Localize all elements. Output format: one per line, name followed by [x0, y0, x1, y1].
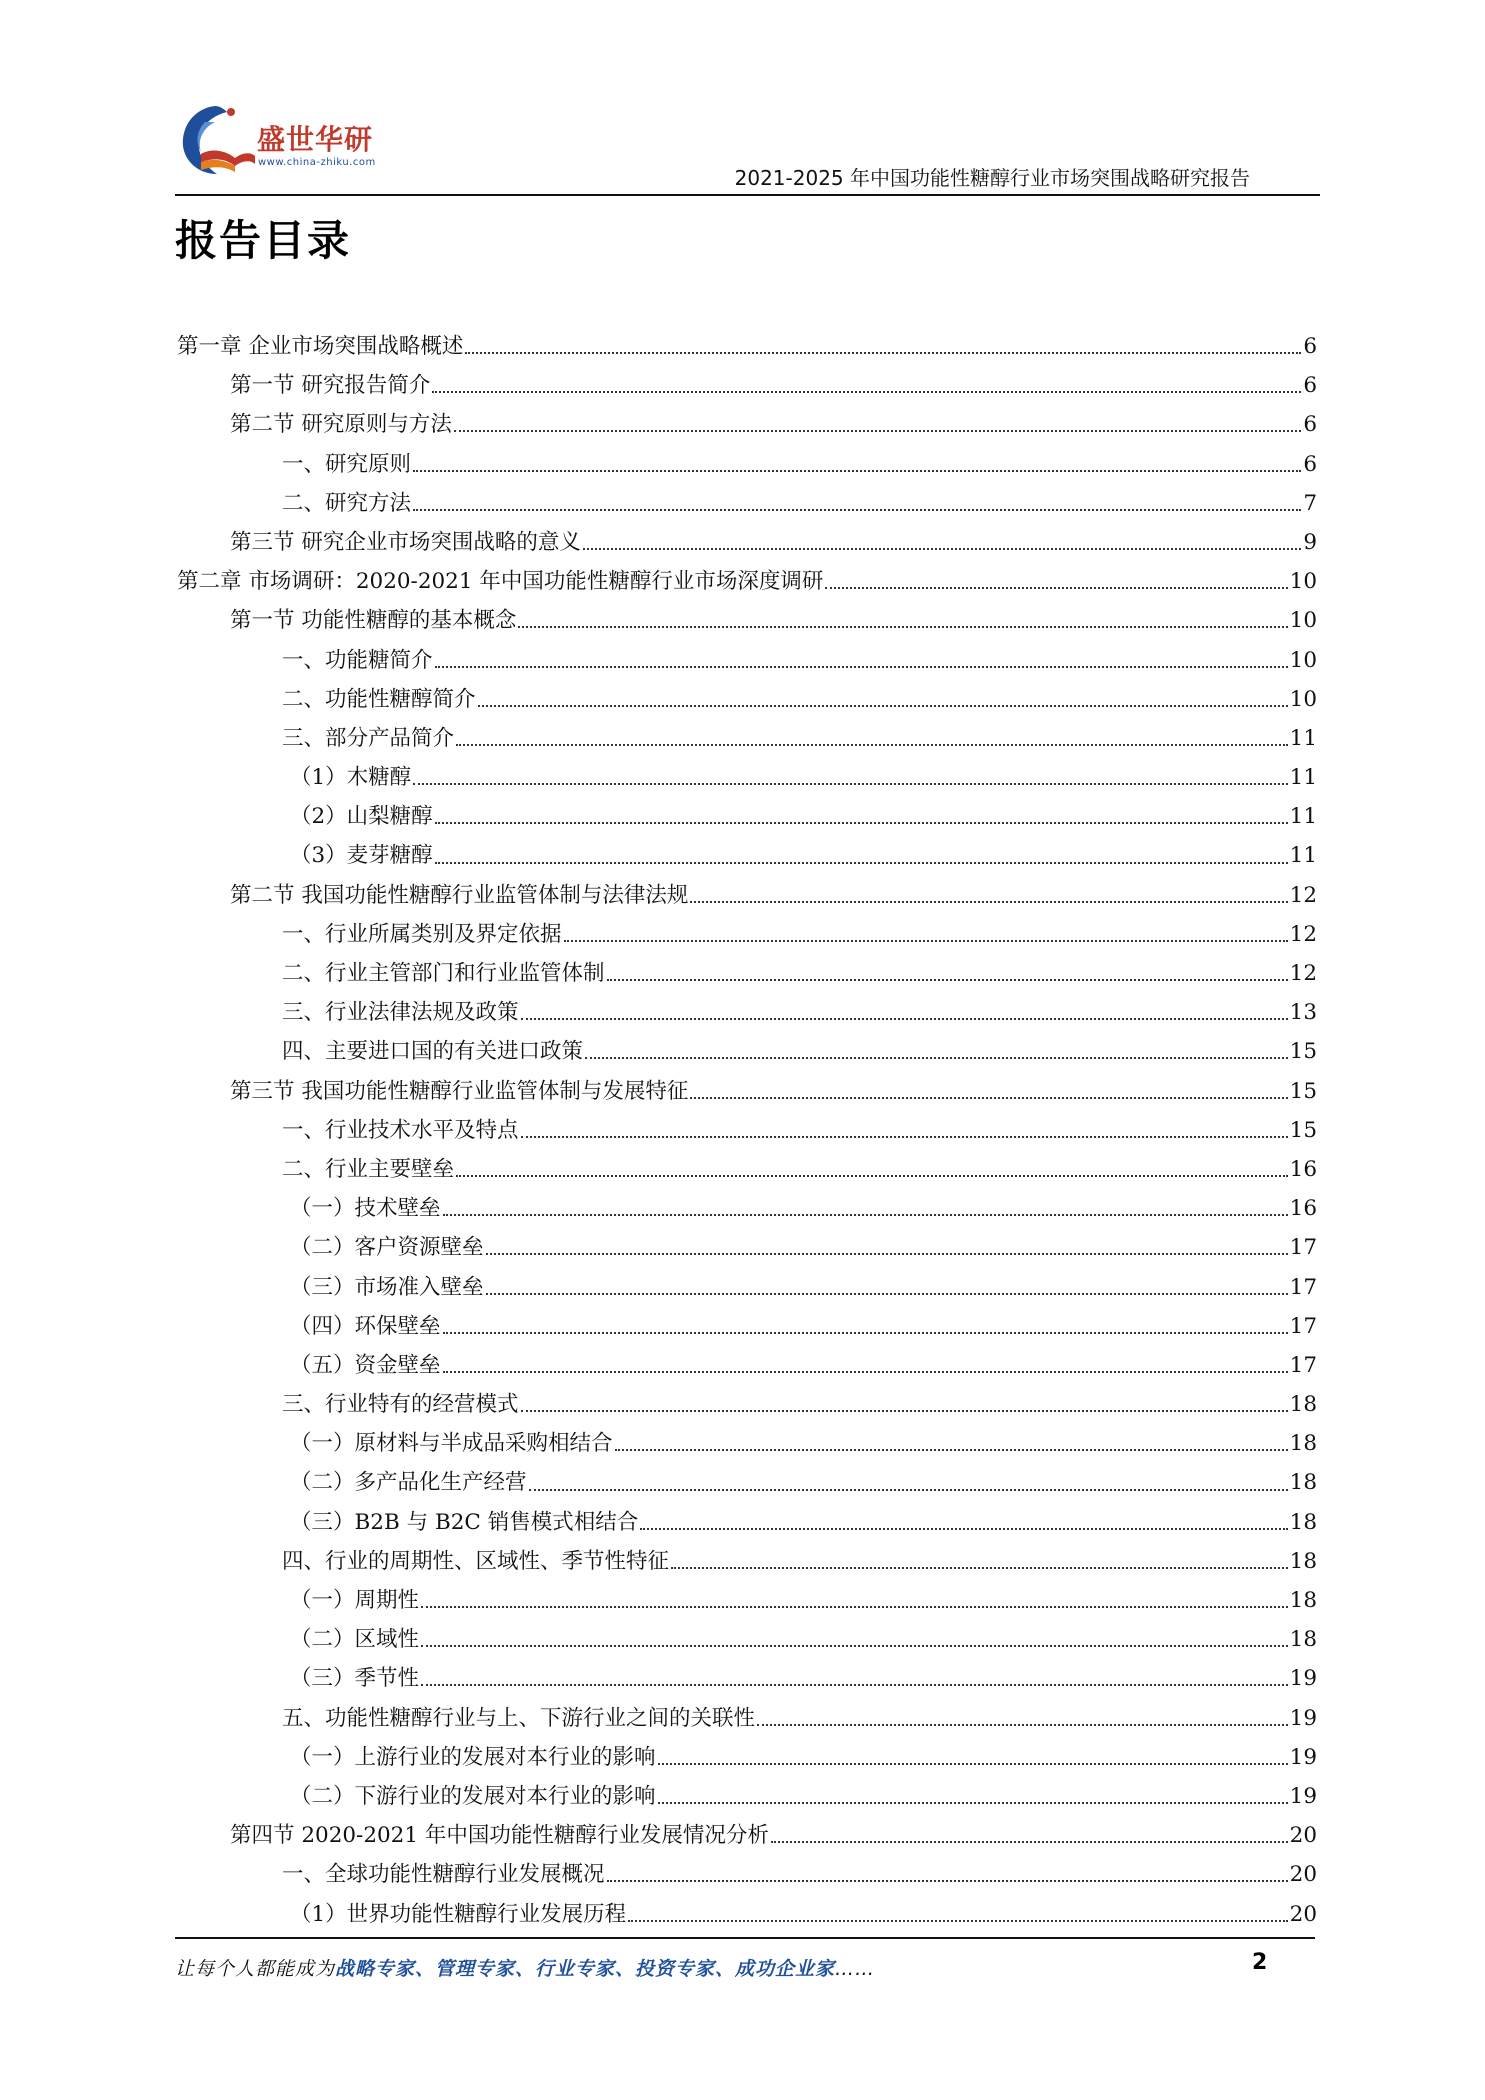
toc-entry-label: 一、研究原则 [282, 451, 412, 477]
toc-dot-leader [486, 1252, 1288, 1255]
page-header [175, 100, 1320, 196]
toc-entry-label: 第一章 企业市场突围战略概述 [177, 334, 464, 359]
toc-entry[interactable] [177, 719, 1317, 758]
toc-dot-leader [421, 1644, 1288, 1647]
header-divider [175, 194, 1320, 196]
toc-entry-label: （二）多产品化生产经营 [290, 1470, 527, 1496]
toc-entry-label: 三、部分产品简介 [282, 725, 455, 751]
toc-dot-leader [486, 1292, 1288, 1295]
toc-entry-page: 15 [1289, 1039, 1317, 1065]
toc-entry-label: 二、行业主管部门和行业监管体制 [282, 961, 605, 986]
toc-dot-leader [413, 782, 1287, 785]
toc-entry[interactable] [177, 1032, 1317, 1071]
logo-emblem-icon [175, 100, 257, 190]
toc-entry[interactable] [177, 758, 1317, 797]
toc-entry-page: 18 [1289, 1431, 1317, 1457]
toc-entry-label: 五、功能性糖醇行业与上、下游行业之间的关联性 [282, 1705, 756, 1731]
toc-entry-label: （二）客户资源壁垒 [290, 1235, 484, 1261]
toc-entry-page: 18 [1289, 1548, 1317, 1574]
toc-dot-leader [443, 1213, 1288, 1216]
toc-entry-page: 12 [1289, 961, 1317, 986]
toc-entry-page: 19 [1289, 1744, 1317, 1770]
toc-dot-leader [607, 1879, 1288, 1882]
toc-entry[interactable] [177, 1385, 1317, 1424]
toc-entry-page: 13 [1289, 1000, 1317, 1026]
toc-entry-page: 15 [1289, 1078, 1317, 1104]
toc-dot-leader [435, 821, 1288, 824]
footer-slogan [175, 1954, 875, 1981]
toc-entry-label: 二、行业主要壁垒 [282, 1156, 455, 1182]
toc-entry[interactable] [177, 954, 1317, 993]
page-title: 报告目录 [175, 216, 352, 265]
toc-entry[interactable] [177, 1816, 1317, 1855]
toc-entry-label: （3）麦芽糖醇 [290, 843, 433, 869]
toc-entry-page: 17 [1289, 1313, 1317, 1339]
page-number: 2 [1252, 1950, 1268, 1975]
toc-entry-page: 11 [1289, 843, 1317, 869]
toc-entry-label: 一、行业技术水平及特点 [282, 1117, 519, 1143]
toc-entry-page: 12 [1289, 882, 1317, 908]
toc-entry[interactable] [177, 1855, 1317, 1894]
toc-dot-leader [690, 900, 1287, 903]
toc-dot-leader [413, 508, 1301, 511]
toc-entry-page: 7 [1303, 490, 1317, 516]
toc-entry-label: （三）季节性 [290, 1666, 420, 1692]
toc-dot-leader [757, 1723, 1288, 1726]
toc-dot-leader [640, 1527, 1287, 1530]
toc-entry-label: （二）下游行业的发展对本行业的影响 [290, 1783, 656, 1809]
toc-entry[interactable] [177, 1503, 1317, 1542]
toc-entry[interactable] [177, 1268, 1317, 1307]
toc-entry-label: （1）世界功能性糖醇行业发展历程 [290, 1901, 627, 1927]
toc-dot-leader [771, 1840, 1288, 1843]
toc-entry[interactable] [177, 327, 1317, 366]
toc-dot-leader [443, 1331, 1288, 1334]
toc-entry-label: 四、主要进口国的有关进口政策 [282, 1039, 584, 1065]
toc-entry[interactable] [177, 1699, 1317, 1738]
toc-entry-page: 18 [1289, 1392, 1317, 1418]
toc-entry-label: （五）资金壁垒 [290, 1352, 441, 1378]
toc-entry[interactable] [177, 876, 1317, 915]
toc-entry-label: （四）环保壁垒 [290, 1313, 441, 1339]
toc-entry-label: （一）技术壁垒 [290, 1196, 441, 1222]
toc-entry[interactable] [177, 641, 1317, 680]
toc-entry-page: 18 [1289, 1509, 1317, 1535]
slogan-prefix: 让每个人都能成为 [175, 1958, 336, 1980]
toc-entry-page: 18 [1289, 1470, 1317, 1496]
toc-entry-label: 第三节 我国功能性糖醇行业监管体制与发展特征 [230, 1078, 689, 1104]
toc-dot-leader [585, 1056, 1288, 1059]
toc-entry-label: 第二章 市场调研：2020-2021 年中国功能性糖醇行业市场深度调研 [177, 569, 824, 595]
toc-entry-label: 第二节 研究原则与方法 [230, 412, 452, 438]
toc-entry-page: 20 [1289, 1901, 1317, 1927]
toc-entry-label: 二、研究方法 [282, 490, 412, 516]
toc-dot-leader [443, 1370, 1288, 1373]
toc-entry-label: 一、行业所属类别及界定依据 [282, 921, 562, 947]
toc-dot-leader [521, 1017, 1288, 1020]
table-of-contents [177, 327, 1317, 1934]
toc-entry-page: 16 [1289, 1156, 1317, 1182]
footer-divider [175, 1937, 1315, 1939]
toc-entry-label: 第一节 功能性糖醇的基本概念 [230, 608, 517, 634]
toc-entry-page: 10 [1289, 647, 1317, 673]
toc-entry[interactable] [177, 1111, 1317, 1150]
toc-entry-label: （一）原材料与半成品采购相结合 [290, 1431, 613, 1457]
toc-entry-page: 19 [1289, 1666, 1317, 1692]
toc-dot-leader [413, 469, 1301, 472]
toc-entry-page: 19 [1289, 1705, 1317, 1731]
toc-entry-label: （一）周期性 [290, 1588, 420, 1613]
toc-entry-label: 一、全球功能性糖醇行业发展概况 [282, 1862, 605, 1888]
toc-dot-leader [454, 429, 1301, 432]
toc-dot-leader [456, 743, 1288, 746]
toc-entry[interactable] [177, 836, 1317, 875]
toc-entry-page: 15 [1289, 1117, 1317, 1143]
toc-entry-page: 11 [1289, 765, 1317, 791]
toc-dot-leader [671, 1566, 1288, 1569]
toc-entry[interactable] [177, 1895, 1317, 1934]
toc-entry[interactable] [177, 1777, 1317, 1816]
toc-entry-label: （一）上游行业的发展对本行业的影响 [290, 1744, 656, 1770]
toc-entry[interactable] [177, 1424, 1317, 1463]
toc-entry[interactable] [177, 1542, 1317, 1581]
toc-entry[interactable] [177, 366, 1317, 405]
toc-entry[interactable] [177, 562, 1317, 601]
toc-entry-label: （二）区域性 [290, 1627, 420, 1653]
toc-dot-leader [518, 625, 1287, 628]
toc-entry-label: 一、功能糖简介 [282, 647, 433, 673]
toc-entry-page: 18 [1289, 1588, 1317, 1613]
toc-entry[interactable] [177, 1581, 1317, 1620]
toc-entry-page: 6 [1303, 451, 1317, 477]
toc-dot-leader [432, 390, 1301, 393]
toc-entry-page: 10 [1289, 569, 1317, 595]
report-title: 2021-2025 年中国功能性糖醇行业市场突围战略研究报告 [734, 166, 1250, 190]
toc-entry[interactable] [177, 405, 1317, 444]
toc-entry[interactable] [177, 915, 1317, 954]
toc-entry[interactable] [177, 1659, 1317, 1698]
toc-entry[interactable] [177, 1307, 1317, 1346]
toc-entry[interactable] [177, 484, 1317, 523]
logo-url: www.china-zhiku.com [258, 157, 376, 168]
toc-entry[interactable] [177, 1738, 1317, 1777]
toc-entry-label: （2）山梨糖醇 [290, 804, 433, 830]
toc-entry-page: 18 [1289, 1627, 1317, 1653]
toc-dot-leader [658, 1762, 1288, 1765]
slogan-highlight: 战略专家、管理专家、行业专家、投资专家、成功企业家 [335, 1958, 836, 1980]
toc-dot-leader [521, 1409, 1288, 1412]
toc-entry-page: 20 [1289, 1823, 1317, 1849]
toc-entry[interactable] [177, 1228, 1317, 1267]
toc-entry-page: 11 [1289, 725, 1317, 751]
toc-entry[interactable] [177, 680, 1317, 719]
toc-entry-page: 10 [1289, 608, 1317, 634]
toc-entry-page: 17 [1289, 1274, 1317, 1300]
toc-entry-label: 第二节 我国功能性糖醇行业监管体制与法律法规 [230, 882, 689, 908]
toc-entry[interactable] [177, 445, 1317, 484]
toc-dot-leader [690, 1096, 1287, 1099]
toc-dot-leader [435, 665, 1288, 668]
toc-entry-page: 12 [1289, 921, 1317, 947]
toc-entry-label: 二、功能性糖醇简介 [282, 686, 476, 712]
toc-entry[interactable] [177, 1463, 1317, 1502]
toc-dot-leader [564, 939, 1288, 942]
toc-dot-leader [825, 586, 1287, 589]
toc-entry-page: 16 [1289, 1196, 1317, 1222]
toc-entry-label: 第四节 2020-2021 年中国功能性糖醇行业发展情况分析 [230, 1823, 769, 1849]
toc-entry-page: 17 [1289, 1235, 1317, 1261]
toc-dot-leader [658, 1801, 1288, 1804]
logo-name: 盛世华研 [257, 123, 374, 156]
toc-dot-leader [615, 1448, 1288, 1451]
toc-entry-page: 6 [1303, 373, 1317, 399]
toc-entry-page: 19 [1289, 1783, 1317, 1809]
toc-entry-label: （三）B2B 与 B2C 销售模式相结合 [290, 1509, 639, 1535]
toc-entry[interactable] [177, 1189, 1317, 1228]
toc-dot-leader [456, 1174, 1288, 1177]
toc-entry-page: 20 [1289, 1862, 1317, 1888]
toc-entry-label: 三、行业法律法规及政策 [282, 1000, 519, 1026]
toc-entry-page: 6 [1303, 334, 1317, 359]
toc-entry[interactable] [177, 1150, 1317, 1189]
toc-dot-leader [521, 1135, 1288, 1138]
toc-entry[interactable] [177, 601, 1317, 640]
toc-dot-leader [421, 1683, 1288, 1686]
toc-entry-label: （1）木糖醇 [290, 765, 412, 791]
toc-dot-leader [421, 1605, 1288, 1608]
toc-dot-leader [435, 861, 1288, 864]
toc-dot-leader [628, 1919, 1287, 1922]
toc-entry[interactable] [177, 1072, 1317, 1111]
toc-dot-leader [478, 704, 1288, 707]
slogan-suffix: …… [835, 1958, 876, 1980]
toc-entry-label: 四、行业的周期性、区域性、季节性特征 [282, 1548, 670, 1574]
toc-entry[interactable] [177, 993, 1317, 1032]
toc-entry-label: 第三节 研究企业市场突围战略的意义 [230, 529, 581, 555]
toc-entry[interactable] [177, 523, 1317, 562]
toc-entry[interactable] [177, 1620, 1317, 1659]
toc-entry[interactable] [177, 797, 1317, 836]
company-logo [175, 100, 405, 190]
toc-entry-page: 17 [1289, 1352, 1317, 1378]
toc-dot-leader [465, 351, 1301, 354]
toc-dot-leader [607, 978, 1288, 981]
toc-entry[interactable] [177, 1346, 1317, 1385]
toc-dot-leader [583, 547, 1301, 550]
toc-entry-label: （三）市场准入壁垒 [290, 1274, 484, 1300]
toc-dot-leader [529, 1488, 1288, 1491]
toc-entry-page: 9 [1303, 529, 1317, 555]
toc-entry-label: 三、行业特有的经营模式 [282, 1392, 519, 1418]
toc-entry-page: 11 [1289, 804, 1317, 830]
toc-entry-label: 第一节 研究报告简介 [230, 373, 431, 399]
toc-entry-page: 10 [1289, 686, 1317, 712]
toc-entry-page: 6 [1303, 412, 1317, 438]
